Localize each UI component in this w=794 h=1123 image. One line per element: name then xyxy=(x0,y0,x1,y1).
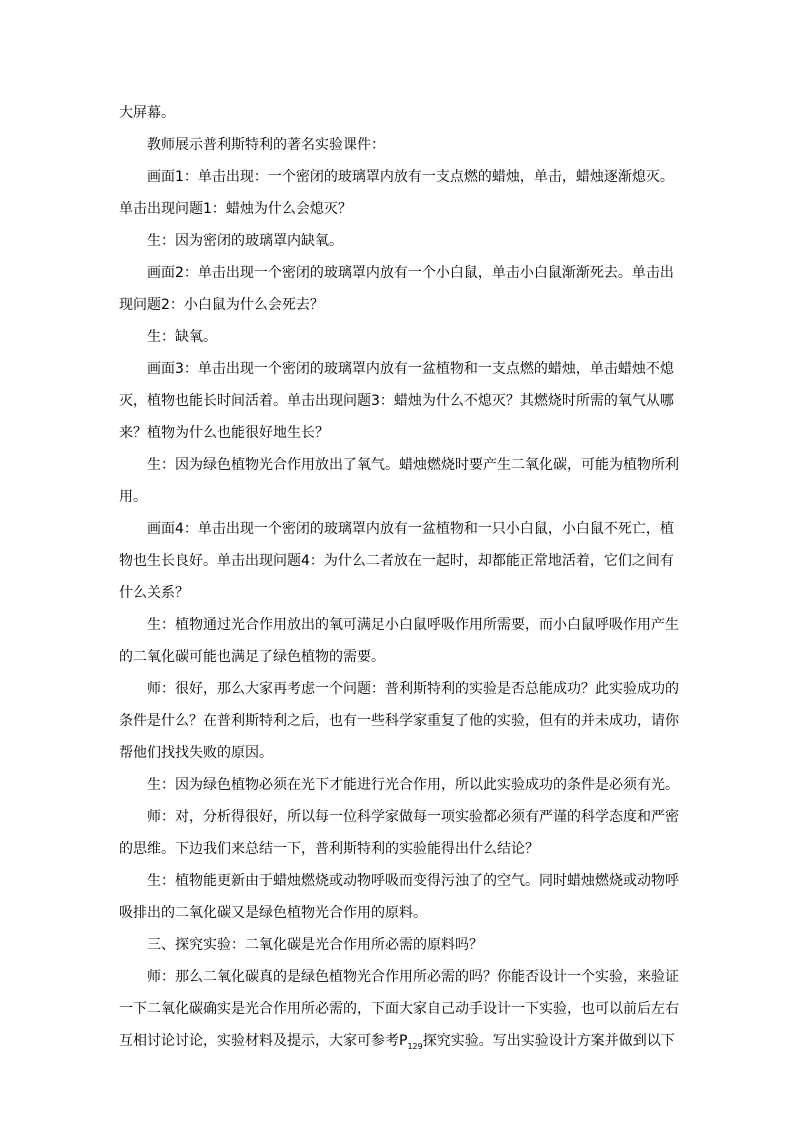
text-line-8: 生：缺氧。 xyxy=(147,329,217,345)
text-line-24: 的思维。下边我们来总结一下，普利斯特利的实验能得出什么结论？ xyxy=(119,841,539,857)
text-line-12: 生：因为绿色植物光合作用放出了氧气。蜡烛燃烧时要产生二氧化碳，可能为植物所利 xyxy=(147,457,679,473)
text-line-15: 物也生长良好。单击出现问题4：为什么二者放在一起时，却都能正常地活着，它们之间有 xyxy=(119,553,674,569)
text-line-10: 灭，植物也能长时间活着。单击出现问题3：蜡烛为什么不熄灭？其燃烧时所需的氧气从哪 xyxy=(119,393,674,409)
text-line-14: 画面4：单击出现一个密闭的玻璃罩内放有一盆植物和一只小白鼠，小白鼠不死亡，植 xyxy=(147,521,674,537)
text-line-4: 单击出现问题1：蜡烛为什么会熄灭？ xyxy=(119,201,352,217)
text-line-17: 生：植物通过光合作用放出的氧可满足小白鼠呼吸作用所需要，而小白鼠呼吸作用产生 xyxy=(147,617,679,633)
page-ref-subscript: 129 xyxy=(407,1042,423,1051)
text-line-30-after: 探究实验。写出实验设计方案并做到以下 xyxy=(422,1033,675,1049)
text-line-13: 用。 xyxy=(119,489,147,505)
text-line-9: 画面3：单击出现一个密闭的玻璃罩内放有一盆植物和一支点燃的蜡烛，单击蜡烛不熄 xyxy=(147,361,674,377)
text-line-28: 师：那么二氧化碳真的是绿色植物光合作用所必需的吗？你能否设计一个实验，来验证 xyxy=(147,969,679,985)
text-line-25: 生：植物能更新由于蜡烛燃烧或动物呼吸而变得污浊了的空气。同时蜡烛燃烧或动物呼 xyxy=(147,873,679,889)
text-line-18: 的二氧化碳可能也满足了绿色植物的需要。 xyxy=(119,649,385,665)
text-line-7: 现问题2：小白鼠为什么会死去？ xyxy=(119,297,324,313)
text-line-2: 教师展示普利斯特利的著名实验课件： xyxy=(147,137,385,153)
text-line-26: 吸排出的二氧化碳又是绿色植物光合作用的原料。 xyxy=(119,905,427,921)
text-line-29: 一下二氧化碳确实是光合作用所必需的，下面大家自己动手设计一下实验，也可以前后左右 xyxy=(119,1001,679,1017)
text-line-6: 画面2：单击出现一个密闭的玻璃罩内放有一个小白鼠，单击小白鼠渐渐死去。单击出 xyxy=(147,265,674,281)
text-line-3: 画面1：单击出现：一个密闭的玻璃罩内放有一支点燃的蜡烛，单击，蜡烛逐渐熄灭。 xyxy=(147,169,674,185)
text-line-19: 师：很好，那么大家再考虑一个问题：普利斯特利的实验是否总能成功？此实验成功的 xyxy=(147,681,679,697)
text-line-21: 帮他们找找失败的原因。 xyxy=(119,745,273,761)
text-line-23: 师：对，分析得很好，所以每一位科学家做每一项实验都必须有严谨的科学态度和严密 xyxy=(147,809,679,825)
section-heading: 三、探究实验：二氧化碳是光合作用所必需的原料吗？ xyxy=(147,937,483,953)
text-line-20: 条件是什么？在普利斯特利之后，也有一些科学家重复了他的实验，但有的并未成功，请你 xyxy=(119,713,679,729)
document-page xyxy=(119,97,679,1057)
text-line-30 xyxy=(119,1025,674,1057)
text-line-22: 生：因为绿色植物必须在光下才能进行光合作用，所以此实验成功的条件是必须有光。 xyxy=(147,777,679,793)
text-line-11: 来？植物为什么也能很好地生长？ xyxy=(119,425,329,441)
text-line-16: 什么关系？ xyxy=(119,585,189,601)
text-line-1: 大屏幕。 xyxy=(119,105,175,121)
text-line-30-before: 互相讨论讨论，实验材料及提示，大家可参考P xyxy=(119,1033,408,1049)
text-line-5: 生：因为密闭的玻璃罩内缺氧。 xyxy=(147,233,343,249)
